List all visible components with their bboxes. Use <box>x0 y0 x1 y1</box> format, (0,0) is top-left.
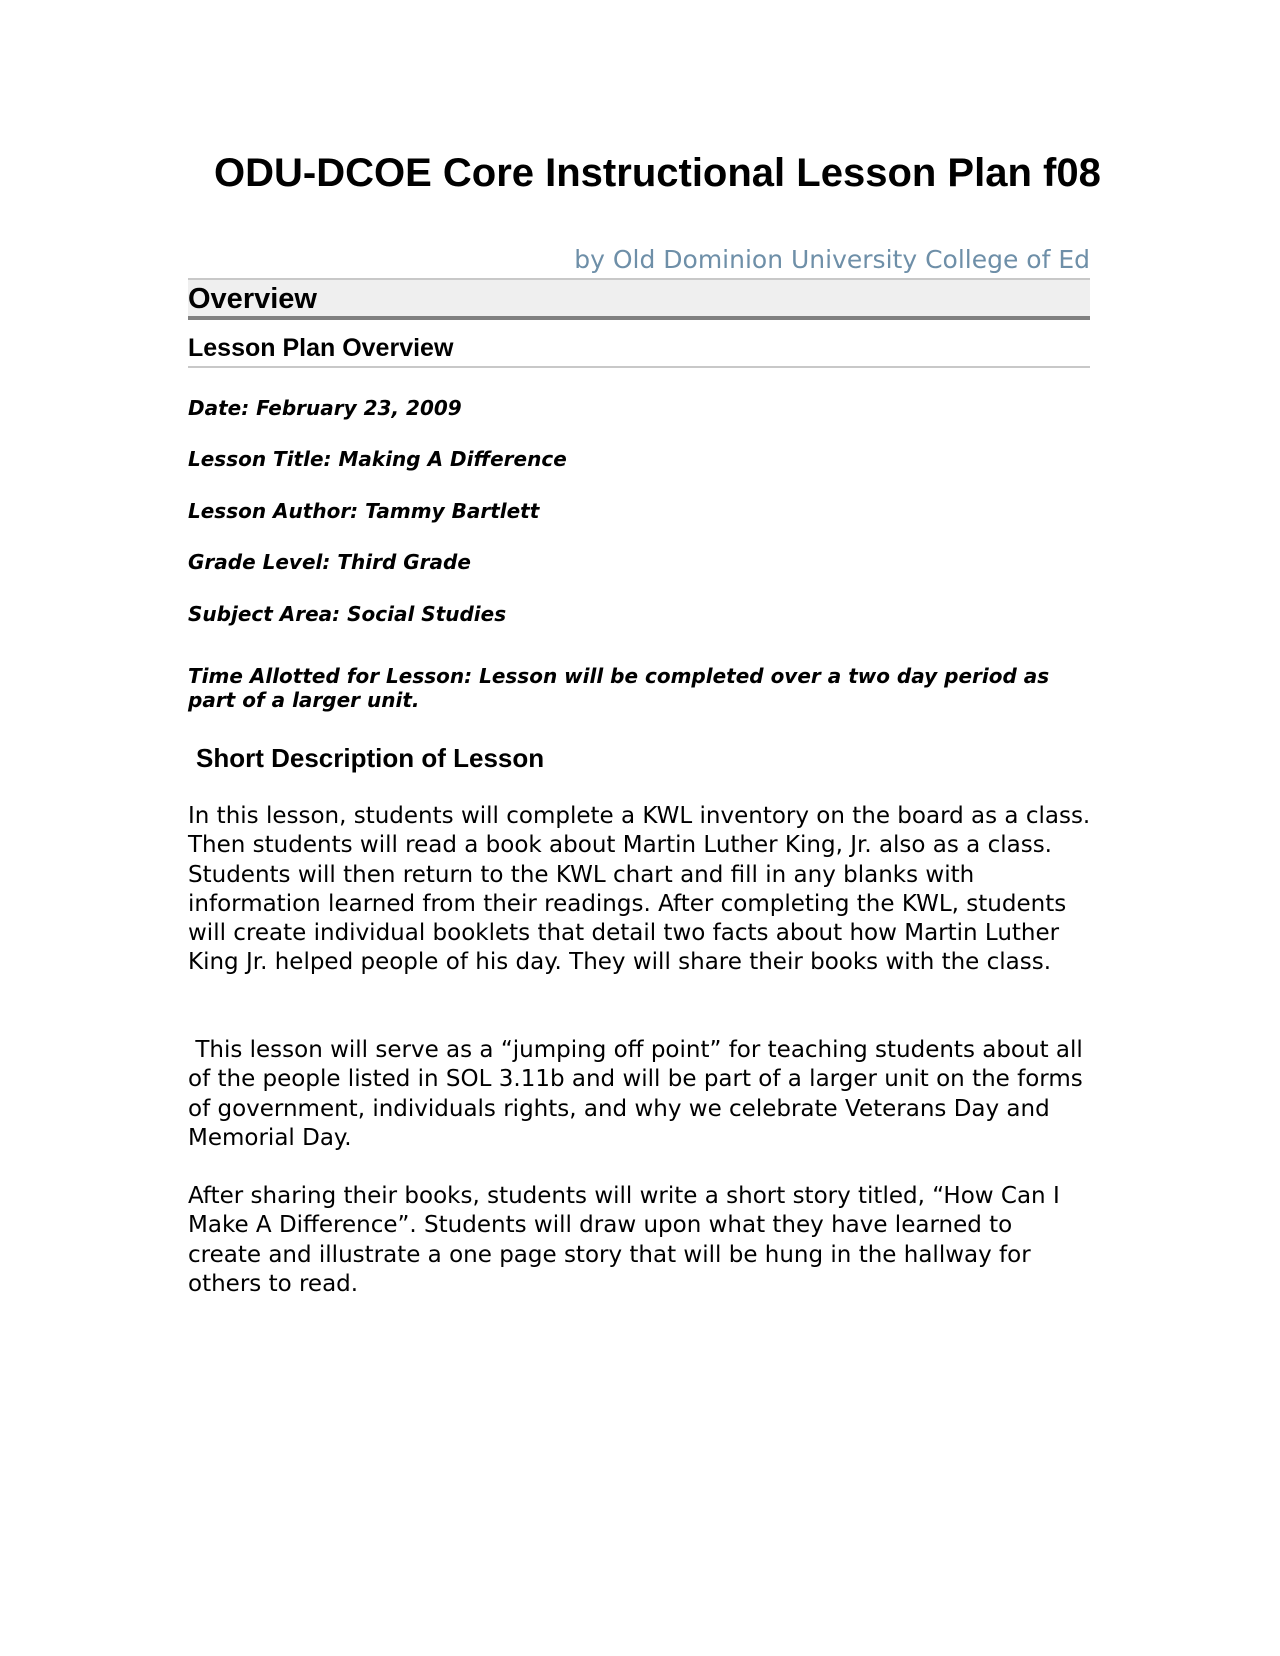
field-subject-area: Subject Area: Social Studies <box>188 602 507 626</box>
description-paragraph-2: This lesson will serve as a “jumping off point” for teaching students about all of the people listed in SOL 3.11b and will be part of a larger unit on the forms of government, individuals rights, and why we celebrate Veterans Day and Memorial Day. <box>188 1037 1091 1151</box>
field-lesson-title: Lesson Title: Making A Difference <box>188 447 567 471</box>
description-paragraph-1: In this lesson, students will complete a KWL inventory on the board as a class. Then students will read a book about Martin Luther King, Jr. also as a class. Students will then return to the KWL chart and fill in any blanks with information learned from their readings. After completing the KWL, students will create individual booklets that detail two facts about how Martin Luther King Jr. helped people of his day. They will share their books with the class. <box>188 803 1091 976</box>
lesson-plan-overview-heading: Lesson Plan Overview <box>188 332 1090 368</box>
document-byline: by Old Dominion University College of Ed <box>574 245 1090 274</box>
field-date: Date: February 23, 2009 <box>188 396 462 420</box>
document-title: ODU-DCOE Core Instructional Lesson Plan f08 <box>214 151 1101 195</box>
field-time-allotted: Time Allotted for Lesson: Lesson will be completed over a two day period as part of a larger unit. <box>188 664 1050 712</box>
short-description-heading: Short Description of Lesson <box>196 743 545 773</box>
overview-section-label: Overview <box>188 283 317 315</box>
field-lesson-author: Lesson Author: Tammy Bartlett <box>188 499 540 523</box>
overview-section-header <box>188 278 1090 320</box>
description-paragraph-3: After sharing their books, students will write a short story titled, “How Can I Make A Difference”. Students will draw upon what they have learned to create and illustrate a one page story that will be hung in the hallway for others to read. <box>188 1183 1060 1297</box>
field-grade-level: Grade Level: Third Grade <box>188 550 471 574</box>
